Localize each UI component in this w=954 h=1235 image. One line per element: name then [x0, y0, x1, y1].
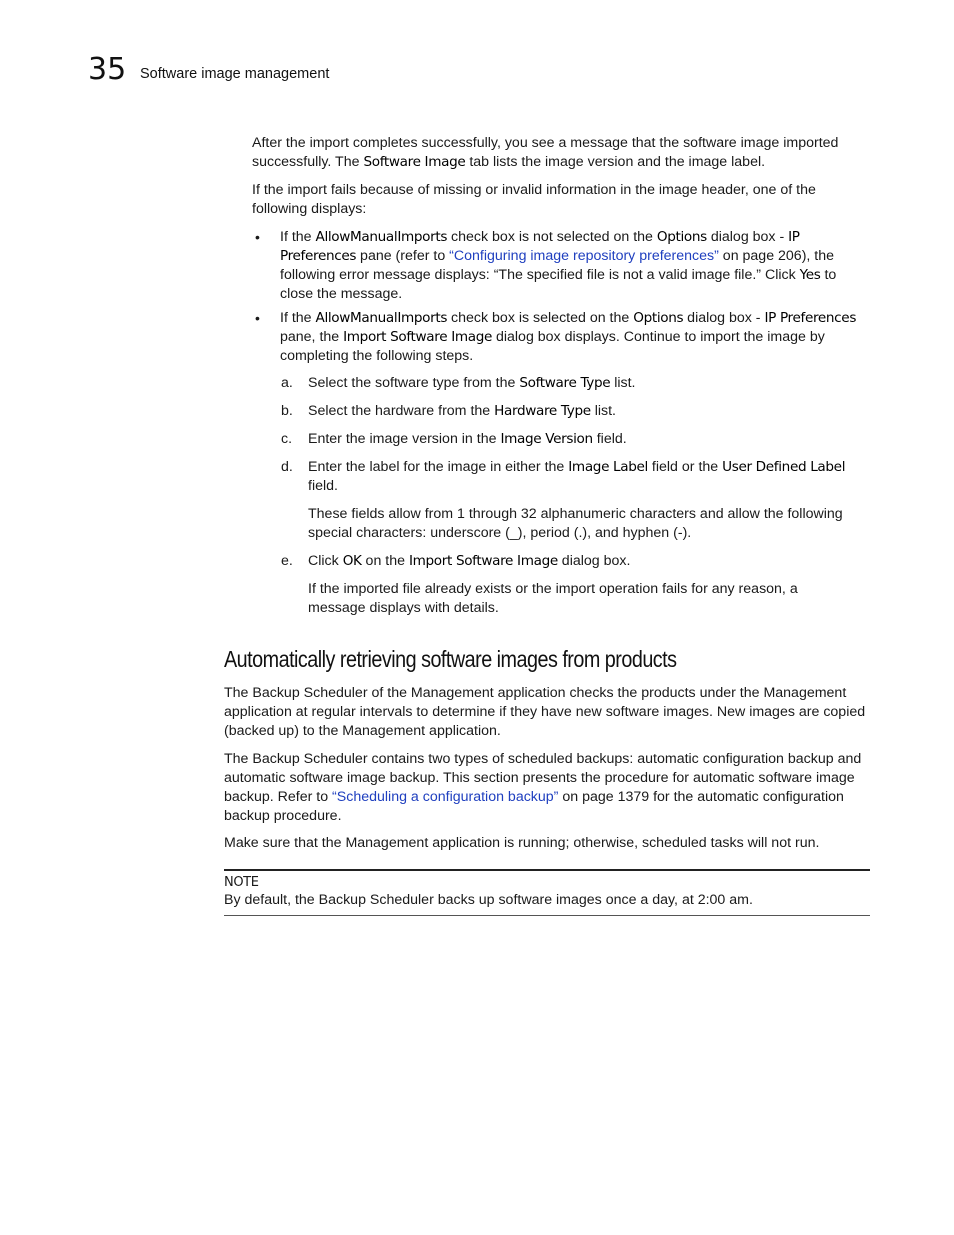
ui-term: Yes [799, 267, 821, 283]
ui-term: AllowManualImports [315, 229, 448, 245]
ui-term: Software Image [363, 154, 466, 170]
text: After the import completes successfully, you see a message that the software image imported successfully. The [252, 135, 839, 170]
bullet-item-2 [280, 309, 872, 366]
ui-term: Image Label [568, 459, 648, 475]
text: Enter the image version in the [308, 431, 501, 447]
ui-term: Import Software Image [408, 553, 558, 569]
cross-reference-link[interactable]: “Scheduling a configuration backup” [332, 789, 559, 805]
step-d [308, 458, 870, 496]
note-box [224, 869, 870, 916]
ui-term: Image Version [500, 431, 593, 447]
text: field. [308, 478, 338, 494]
text: pane (refer to [356, 248, 450, 264]
text: to close the message. [280, 267, 837, 302]
text: pane, the [280, 329, 344, 345]
text: dialog box - [683, 310, 765, 326]
ui-term: Options [633, 310, 684, 326]
intro-paragraph-1 [252, 134, 874, 172]
step-e [308, 552, 868, 571]
text: Select the software type from the [308, 375, 520, 391]
section-paragraph-1: The Backup Scheduler of the Management application checks the products under the Management application at regular intervals to determine if they have new software images. New images are copied (backed up) to the Management application. [224, 685, 866, 739]
text: dialog box - [706, 229, 789, 245]
text: Click [308, 553, 343, 569]
ui-term: OK [342, 553, 362, 569]
section-heading: Automatically retrieving software images from products [224, 646, 677, 672]
ui-term: IP Preferences [280, 229, 800, 264]
ui-term: Import Software Image [343, 329, 493, 345]
bullet-marker: • [255, 310, 260, 326]
step-d-note: These fields allow from 1 through 32 alphanumeric characters and allow the following special characters: underscore (_), period (.), and hyphen (-). [308, 506, 843, 541]
text: If the [280, 310, 316, 326]
chapter-number: 35 [88, 52, 127, 87]
chapter-title: Software image management [140, 66, 330, 82]
cross-reference-link[interactable]: “Configuring image repository preferences” [449, 248, 719, 264]
text: Enter the label for the image in either the [308, 459, 569, 475]
text: list. [610, 375, 636, 391]
bullet-item-1 [280, 228, 870, 304]
step-b [308, 402, 868, 421]
text: field. [592, 431, 627, 447]
text: If the [280, 229, 316, 245]
text: field or the [647, 459, 723, 475]
section-paragraph-3: Make sure that the Management application is running; otherwise, scheduled tasks will not run. [224, 835, 820, 851]
ui-term: IP Preferences [764, 310, 857, 326]
ui-term: Software Type [519, 375, 611, 391]
text: tab lists the image version and the image label. [465, 154, 766, 170]
bullet-marker: • [255, 229, 260, 245]
step-letter: b. [281, 403, 293, 419]
ui-term: Hardware Type [494, 403, 591, 419]
text: Select the hardware from the [308, 403, 495, 419]
step-letter: a. [281, 375, 293, 391]
note-label: NOTE [224, 875, 259, 890]
ui-term: Options [656, 229, 707, 245]
text: check box is not selected on the [447, 229, 657, 245]
step-a [308, 374, 868, 393]
step-c [308, 430, 868, 449]
text: list. [590, 403, 616, 419]
text: on page 1379 for the automatic configuration backup procedure. [224, 789, 844, 824]
text: check box is selected on the [447, 310, 634, 326]
intro-paragraph-2: If the import fails because of missing or invalid information in the image header, one of the following displays: [252, 182, 816, 217]
text: dialog box. [557, 553, 631, 569]
text: The Backup Scheduler contains two types of scheduled backups: automatic configuration backup and automatic software image backup. This section presents the procedure for automatic software image backup. Refer to [224, 751, 862, 805]
ui-term: User Defined Label [722, 459, 846, 475]
text: dialog box displays. Continue to import the image by completing the following steps. [280, 329, 825, 364]
note-text: By default, the Backup Scheduler backs up software images once a day, at 2:00 am. [224, 892, 753, 908]
step-letter: d. [281, 459, 293, 475]
section-paragraph-2 [224, 750, 870, 826]
ui-term: AllowManualImports [315, 310, 448, 326]
text: on page 206), the following error message displays: “The specified file is not a valid image file.” Click [280, 248, 835, 283]
step-e-note: If the imported file already exists or the import operation fails for any reason, a message displays with details. [308, 581, 798, 616]
step-letter: c. [281, 431, 293, 447]
step-letter: e. [281, 553, 293, 569]
text: on the [361, 553, 409, 569]
